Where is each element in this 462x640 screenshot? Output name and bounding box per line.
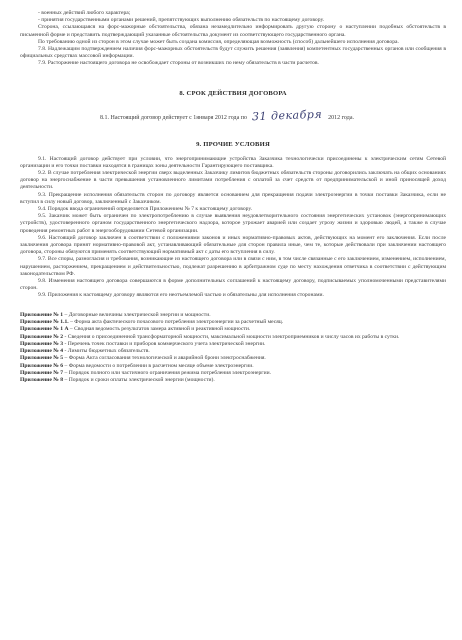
paragraph: Сторона, ссылающаяся на форс-мажорные обстоятельства, обязана незамедлительно информировать другую сторону о наступлении подобных обстоятельств в письменной форме и представить подтверждающий указанные обстоятельства документ из соответствующего государственного органа.	[20, 24, 446, 38]
clause-9-4: 9.4. Порядок ввода ограничений определяется Приложением № 7 к настоящему договору.	[38, 206, 253, 213]
appendix-label: Приложение № 2	[20, 333, 64, 340]
appendix-text: – Сводная ведомость результатов замера активной и реактивной мощности.	[68, 326, 251, 333]
appendix-text: – Форма ведомости о потреблении в расчетном месяце объеме электроэнергии.	[63, 362, 254, 369]
paragraph: По требованию одной из сторон в этом случае может быть создана комиссия, определяющая возможность (способ) дальнейшего исполнения договора.	[38, 38, 399, 45]
appendix-item	[20, 355, 446, 362]
section-9-heading: 9. ПРОЧИЕ УСЛОВИЯ	[196, 140, 270, 148]
clause-9-2: 9.2. В случае потребления электрической энергии сверх выделенных Заказчику лимитов бюджетных обязательств стороны договорились заключать на общих основаниях договор на энергоснабжение в части превышения установленного лимитами потребления с оплатой за счет средств от предпринимательской и иной приносящей доход деятельности.	[20, 170, 446, 191]
appendix-label: Приложение № 7	[20, 370, 64, 377]
appendix-item	[20, 312, 446, 319]
appendix-text: – Форма Акта согласования технологической и аварийной брони электроснабжения.	[63, 355, 266, 362]
appendix-text: - Перечень точек поставки и приборов коммерческого учета электрической энергии.	[63, 340, 266, 347]
intro-line: - военных действий любого характера;	[38, 10, 131, 16]
handwritten-date: 31 декабря	[252, 107, 323, 123]
appendix-item	[20, 326, 446, 333]
appendix-label: Приложение № 1	[20, 311, 64, 318]
clause-9-7: 9.7. Все споры, разногласия и требования, возникающие из настоящего договора или в связи с ним, в том числе связанные с его заключением, изменением, исполнением, нарушением, расторжением, прекращением и действительностью, подлежат разрешению в арбитражном суде по месту нахождения ответчика в соответствии с действующим законодательством РФ.	[20, 256, 446, 277]
clause-9-6: 9.6. Настоящий договор заключен в соответствии с положениями законов и иных нормативно-правовых актов, действующих на момент его заключения. Если после заключения договора принят нормативно-правовой акт, устанавливающий обязательные для сторон правила иные, чем те, которые действовали при заключении настоящего договора, стороны обязуются применять соответствующий нормативный акт с даты его вступления в силу.	[20, 234, 446, 256]
appendix-label: Приложение № 5	[20, 355, 64, 362]
appendix-item	[20, 334, 446, 341]
appendix-label: Приложение № 1.1.	[20, 318, 69, 325]
intro-line: - принятия государственными органами решений, препятствующих выполнению обязательств по настоящему договору.	[38, 17, 325, 24]
clause-9-1: 9.1. Настоящий договор действует при условии, что энергопринимающие устройства Заказчика технологически присоединены к электрическим сетям Сетевой организации и его точки поставки находятся в границах зоны деятельности Гарантирующего поставщика.	[20, 155, 446, 169]
section-8-heading: 8. СРОК ДЕЙСТВИЯ ДОГОВОРА	[179, 89, 287, 97]
appendix-item	[20, 377, 446, 384]
paragraph: 7.8. Надлежащим подтверждением наличия форс-мажорных обстоятельств будут служить решения (заявления) компетентных государственных органов или сообщения в официальных средствах массовой информации.	[20, 46, 446, 60]
appendix-text: – Порядок полного или частичного ограничения режима потребления электроэнергии.	[63, 370, 271, 377]
term-text-before: 8.1. Настоящий договор действует с 1января 2012 года по	[100, 114, 247, 121]
term-text-after: 2012 года.	[328, 114, 354, 121]
appendix-item	[20, 363, 446, 370]
clause-9-8: 9.8. Изменения настоящего договора совершаются в форме дополнительных соглашений к настоящему договору, подписываемых уполномоченными представителями сторон.	[20, 278, 446, 292]
appendix-text: - Лимиты бюджетных обязательств.	[63, 348, 150, 355]
appendix-text: - Сведения о присоединенной трансформаторной мощности, максимальной мощности электроприемников и числу часов их работы в сутки.	[63, 333, 400, 340]
clause-9-5: 9.5. Заказчик может быть ограничен по электропотреблению в случае выявления неудовлетворительного состояния энергетических установок (энергопринимающих устройств), удостоверенного органом государственного энергетического надзора, которое угрожает аварией или создает угрозу жизни и здоровью людей, а также в случае проведения ремонтных работ в энергооборудовании Сетевой организации.	[20, 213, 446, 234]
paragraph: 7.9. Расторжение настоящего договора не освобождает стороны от возникших по нему обязательств в части расчетов.	[38, 60, 319, 67]
clause-9-3: 9.3. Прекращение исполнения обязательств сторон по договору является основанием для прекращения подачи электроэнергии в точки поставки Заказчика, если не вступил в силу новый договор, заключенный с Заказчиком.	[20, 191, 446, 205]
appendix-list	[20, 312, 446, 385]
appendix-label: Приложение № 6	[20, 362, 64, 369]
appendix-text: – Договорные величины электрической энергии и мощности.	[63, 311, 211, 318]
appendix-text: – Порядок и сроки оплаты электрической энергии (мощности).	[63, 377, 215, 384]
appendix-label: Приложение № 1 А	[20, 326, 69, 333]
appendix-label: Приложение № 3	[20, 340, 64, 347]
appendix-label: Приложение № 8	[20, 377, 64, 384]
appendix-label: Приложение № 4	[20, 348, 64, 355]
appendix-text: – Форма акта фактического почасового потребления электроэнергии за расчетный месяц.	[68, 318, 284, 325]
term-clause	[8, 107, 446, 123]
clause-9-9: 9.9. Приложения к настоящему договору являются его неотъемлемой частью и обязательны для исполнения сторонами.	[38, 292, 324, 299]
